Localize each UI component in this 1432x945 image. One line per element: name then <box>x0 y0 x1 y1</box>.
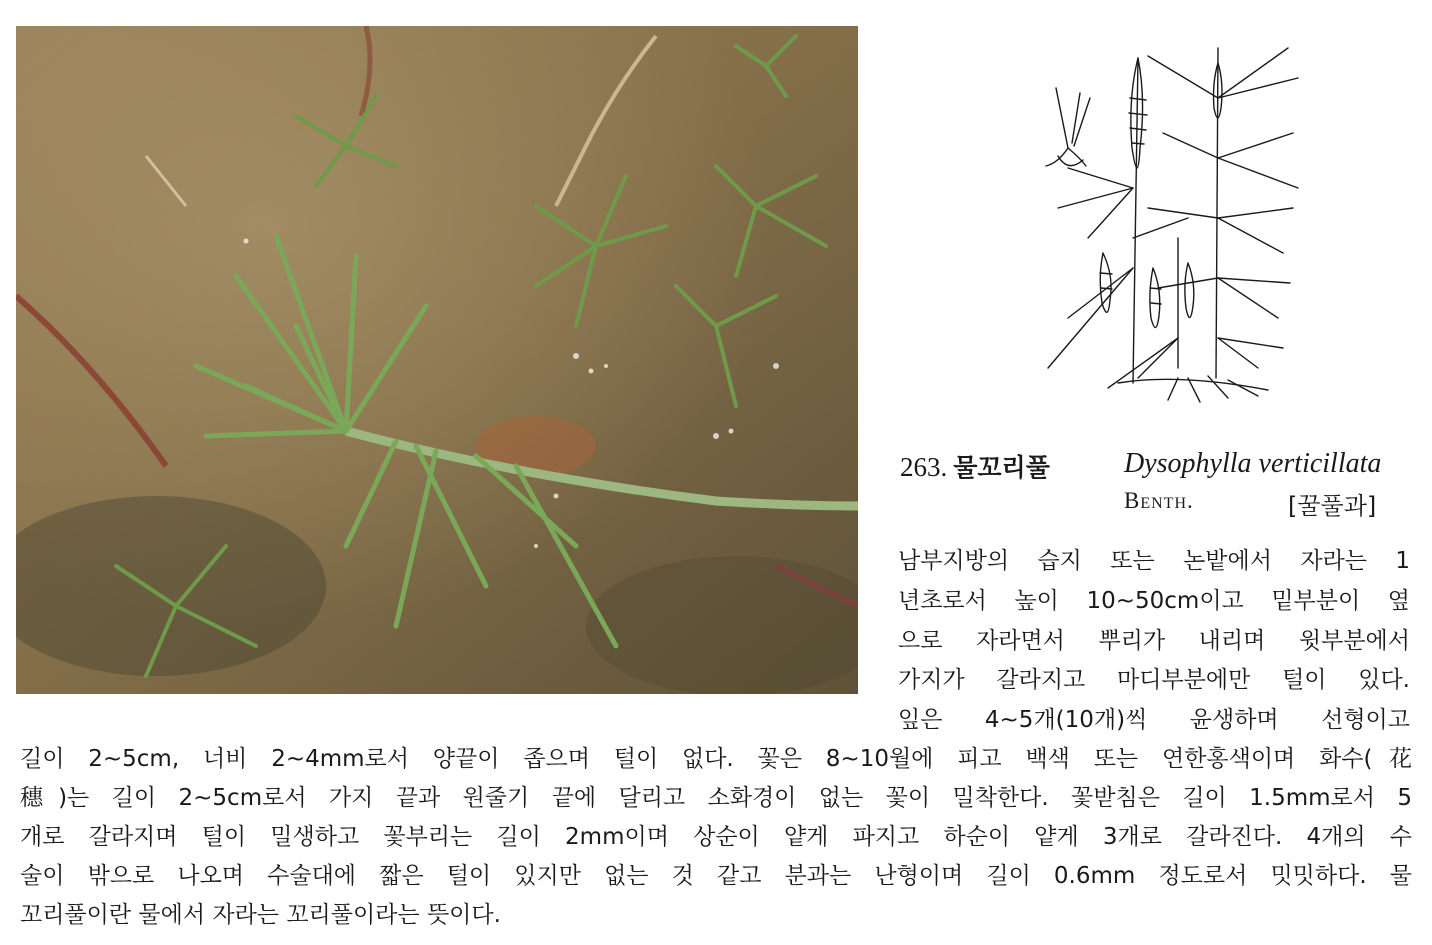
entry-heading <box>900 448 1420 488</box>
botanical-illustration <box>1028 38 1308 406</box>
entry-number: 263. <box>900 452 948 482</box>
description-line: 가지가 갈라지고 마디부분에만 털이 있다. <box>898 667 1410 693</box>
plant-photo <box>16 26 858 694</box>
description-line: 년초로서 높이 10~50cm이고 밑부분이 옆 <box>898 588 1410 614</box>
description-line: 술이 밖으로 나오며 수술대에 짧은 털이 있지만 없는 것 같고 분과는 난형이며 길이 0.6mm 정도로서 밋밋하다. 물 <box>20 863 1412 889</box>
description-line: 꼬리풀이란 물에서 자라는 꼬리풀이라는 뜻이다. <box>20 902 501 928</box>
scientific-name: Dysophylla verticillata <box>1124 448 1382 479</box>
plant-family: [꿀풀과] <box>1288 492 1377 520</box>
description-line: 남부지방의 습지 또는 논밭에서 자라는 1 <box>898 548 1410 574</box>
plant-photo-image <box>16 26 858 694</box>
description-line: 으로 자라면서 뿌리가 내리며 윗부분에서 <box>898 628 1410 654</box>
description-line: 穗)는 길이 2~5cm로서 가지 끝과 원줄기 끝에 달리고 소화경이 없는 꽃이 밀착한다. 꽃받침은 길이 1.5mm로서 5 <box>20 785 1412 811</box>
description-line: 잎은 4~5개(10개)씩 윤생하며 선형이고 <box>898 707 1410 733</box>
korean-name: 물꼬리풀 <box>953 453 1050 482</box>
description-line: 길이 2~5cm, 너비 2~4mm로서 양끝이 좁으며 털이 없다. 꽃은 8~10월에 피고 백색 또는 연한홍색이며 화수(花 <box>20 746 1412 772</box>
description-line: 개로 갈라지며 털이 밀생하고 꽃부리는 길이 2mm이며 상순이 얕게 파지고 하순이 얕게 3개로 갈라진다. 4개의 수 <box>20 824 1412 850</box>
taxonomic-authority: Benth. <box>1124 488 1194 513</box>
botanical-illustration-drawing <box>1028 38 1308 406</box>
